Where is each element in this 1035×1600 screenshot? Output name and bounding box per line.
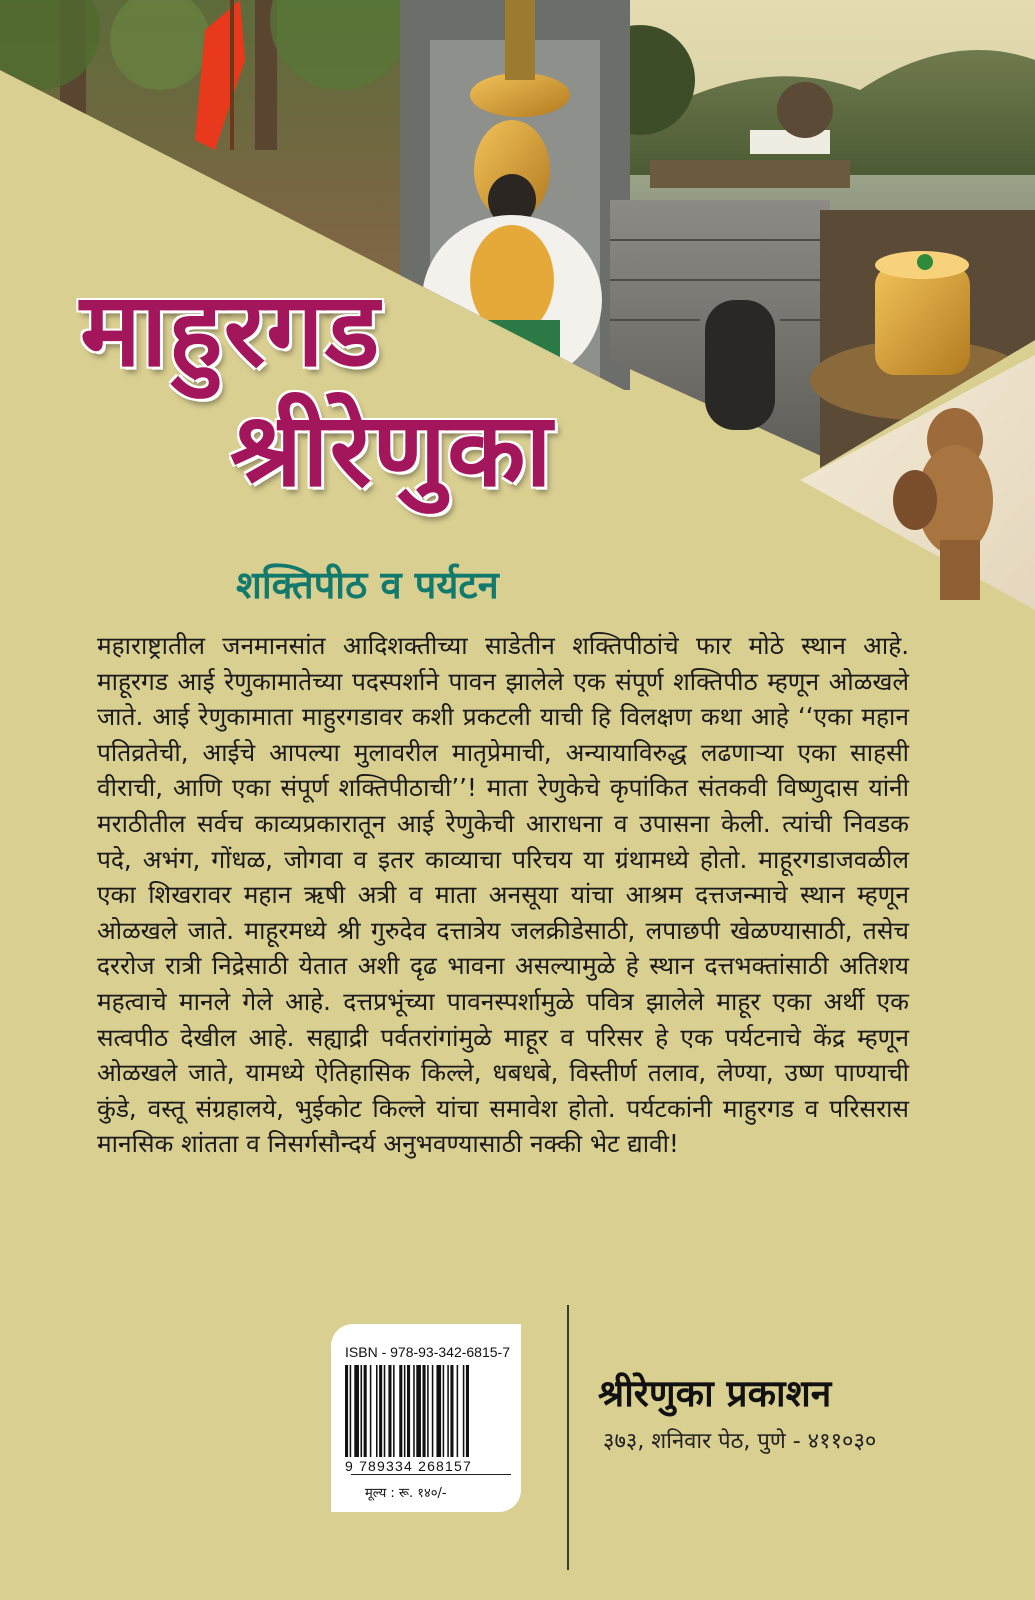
price-divider	[351, 1474, 511, 1475]
publisher-address: ३७३, शनिवार पेठ, पुणे - ४११०३०	[603, 1429, 877, 1454]
isbn-label: ISBN - 978-93-342-6815-7	[345, 1344, 510, 1360]
title-line-1: माहुरगड	[80, 271, 381, 390]
book-subtitle: शक्तिपीठ व पर्यटन	[236, 563, 499, 607]
blurb-text: महाराष्ट्रातील जनमानसांत आदिशक्तीच्या साडेतीन शक्तिपीठांचे फार मोठे स्थान आहे. माहूरगड आई रेणुकामातेच्या पदस्पर्शाने पावन झालेले एक संपूर्ण शक्तिपीठ म्हणून ओळखले जाते. आई रेणुकामाता माहुरगडावर कशी प्रकटली याची हि विलक्षण कथा आहे ‘‘एका महान पतिव्रतेची, आईचे आपल्या मुलावरील मातृप्रेमाची, अन्यायाविरुद्ध लढणाऱ्या एका साहसी वीराची, आणि एका संपूर्ण शक्तिपीठाची’’! माता रेणुकेचे कृपांकित संतकवी विष्णुदास यांनी मराठीतील सर्वच काव्यप्रकारातून आई रेणुकेची आराधना व उपासना केली. त्यांची निवडक पदे, अभंग, गोंधळ, जोगवा व इतर काव्याचा परिचय या ग्रंथामध्ये होतो. माहूरगडाजवळील एका शिखरावर महान ऋषी अत्री व माता अनसूया यांचा आश्रम दत्तजन्माचे स्थान म्हणून ओळखले जाते. माहूरमध्ये श्री गुरुदेव दत्तात्रेय जलक्रीडेसाठी, लपाछपी खेळण्यासाठी, तसेच दररोज रात्री निद्रेसाठी येतात अशी दृढ भावना असल्यामुळे हे स्थान दत्तभक्तांसाठी अतिशय महत्वाचे मानले गेले आहे. दत्तप्रभूंच्या पावनस्पर्शामुळे पवित्र झालेले माहूर एका अर्थी एक सत्वपीठ देखील आहे. सह्याद्री पर्वतरांगांमुळे माहूर व परिसर हे एक पर्यटनाचे केंद्र म्हणून ओळखले जाते, यामध्ये ऐतिहासिक किल्ले, धबधबे, विस्तीर्ण तलाव, लेण्या, उष्ण पाण्याची कुंडे, वस्तू संग्रहालये, भुईकोट किल्ले यांचा समावेश होतो. पर्यटकांनी माहुरगड व परिसरास मानसिक शांतता व निसर्गसौन्दर्य अनुभवण्यासाठी नक्की भेट द्यावी!	[97, 631, 909, 1159]
publisher-name: श्रीरेणुका प्रकाशन	[598, 1372, 832, 1415]
barcode-box	[331, 1324, 521, 1512]
price-label: मूल्य : रू. १४०/-	[365, 1486, 447, 1501]
book-title	[80, 271, 640, 510]
barcode-icon	[345, 1365, 511, 1457]
barcode-digits: 9 789334 268157	[345, 1458, 472, 1474]
footer-divider	[567, 1305, 569, 1570]
title-line-2: श्रीरेणुका	[230, 391, 553, 510]
